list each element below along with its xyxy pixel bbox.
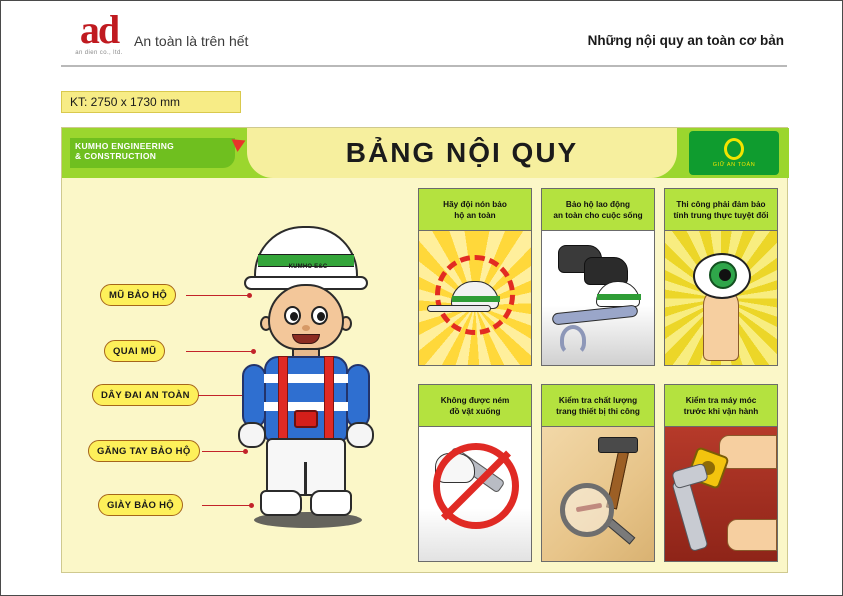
dimension-label	[61, 91, 241, 113]
mascot-diagram	[68, 184, 408, 566]
eye-pupil	[719, 269, 731, 281]
rule-card-2	[541, 188, 655, 366]
rule-card-3-caption: Thi công phải đảm bảo tính trung thực tuyệt đối	[665, 189, 777, 231]
callout-safety-harness	[92, 384, 199, 406]
mascot-shirt-stripe-1	[264, 374, 348, 383]
rule-card-1-caption: Hãy đội nón bảo hộ an toàn	[419, 189, 531, 231]
mascot-glove-left	[238, 422, 266, 448]
badge-ring-icon	[724, 138, 744, 160]
dimension-text: KT: 2750 x 1730 mm	[70, 95, 181, 109]
mascot-pupil-left	[290, 312, 298, 321]
banner-inner	[62, 128, 789, 178]
mascot-glove-right	[346, 422, 374, 448]
mascot-torso	[264, 356, 348, 442]
company-logo	[69, 7, 129, 63]
no-throwing-wrench-icon	[419, 427, 531, 562]
helmet-rays-icon	[419, 231, 531, 366]
poster-banner	[62, 128, 789, 178]
eye-hand-icon	[665, 231, 777, 366]
rule-card-4	[418, 384, 532, 562]
kumho-line-1: KUMHO ENGINEERING	[75, 141, 175, 151]
mascot-harness-strap-right	[324, 356, 334, 442]
safety-badge	[689, 131, 779, 175]
header-slogan: An toàn là trên hết	[134, 33, 249, 49]
kumho-company-tag	[70, 138, 235, 168]
mascot-trouser-seam	[304, 462, 307, 496]
mascot-harness-buckle	[294, 410, 318, 428]
poster-canvas	[61, 127, 788, 573]
helmet-band	[597, 294, 641, 300]
callout-boots-label: GIÀY BẢO HỘ	[107, 499, 174, 511]
callout-gloves	[88, 440, 200, 462]
callout-safety-harness-label: DÂY ĐAI AN TOÀN	[101, 389, 190, 401]
magnifier-icon	[560, 483, 614, 537]
rule-card-5	[541, 384, 655, 562]
hammer-magnifier-icon	[542, 427, 654, 562]
callout-helmet	[100, 284, 176, 306]
mascot-arm-right	[346, 364, 370, 428]
rule-card-2-caption: Bảo hộ lao động an toàn cho cuộc sống	[542, 189, 654, 231]
banner-title: BẢNG NỘI QUY	[345, 137, 579, 168]
helmet-band	[452, 296, 500, 302]
safety-rule-cards	[414, 188, 782, 566]
mascot-helmet-text: KUMHO E&C	[288, 264, 328, 270]
prohibition-sign-icon	[433, 443, 519, 529]
worker-mascot-icon	[218, 224, 393, 554]
callout-gloves-label: GĂNG TAY BẢO HỘ	[97, 445, 191, 457]
rule-card-4-caption: Không được ném đồ vật xuống	[419, 385, 531, 427]
kumho-line-2: & CONSTRUCTION	[75, 151, 157, 161]
badge-caption: GIỮ AN TOÀN	[712, 162, 756, 168]
logo-subtext: an dien co., ltd.	[75, 50, 123, 56]
rule-card-5-caption: Kiểm tra chất lượng trang thiết bị thi công	[542, 385, 654, 427]
callout-chin-strap-label: QUAI MŨ	[113, 345, 157, 357]
mascot-pupil-right	[317, 312, 325, 321]
document-title: Những nội quy an toàn cơ bản	[587, 33, 784, 48]
mascot-boot-right	[310, 490, 352, 516]
mascot-boot-left	[260, 490, 302, 516]
boots-helmet-harness-icon	[542, 231, 654, 366]
rule-card-3	[664, 188, 778, 366]
rule-card-6-caption: Kiểm tra máy móc trước khi vận hành	[665, 385, 777, 427]
page-header	[1, 1, 843, 71]
carabiner-hook-icon	[560, 325, 586, 355]
header-divider	[61, 65, 787, 67]
mascot-harness-strap-left	[278, 356, 288, 442]
forearm-icon-bottom	[727, 519, 777, 551]
forearm-icon-top	[719, 435, 777, 469]
callout-chin-strap	[104, 340, 165, 362]
callout-helmet-label: MŨ BẢO HỘ	[109, 289, 168, 301]
hammer-icon	[598, 437, 638, 453]
mascot-arm-left	[242, 364, 266, 428]
rule-card-1	[418, 188, 532, 366]
callout-boots	[98, 494, 183, 516]
logo-wordmark: ad	[79, 7, 119, 52]
mascot-nose	[302, 325, 310, 331]
helmet-brim-icon	[427, 305, 491, 312]
wrench-nut-icon	[665, 427, 777, 562]
rule-card-6	[664, 384, 778, 562]
